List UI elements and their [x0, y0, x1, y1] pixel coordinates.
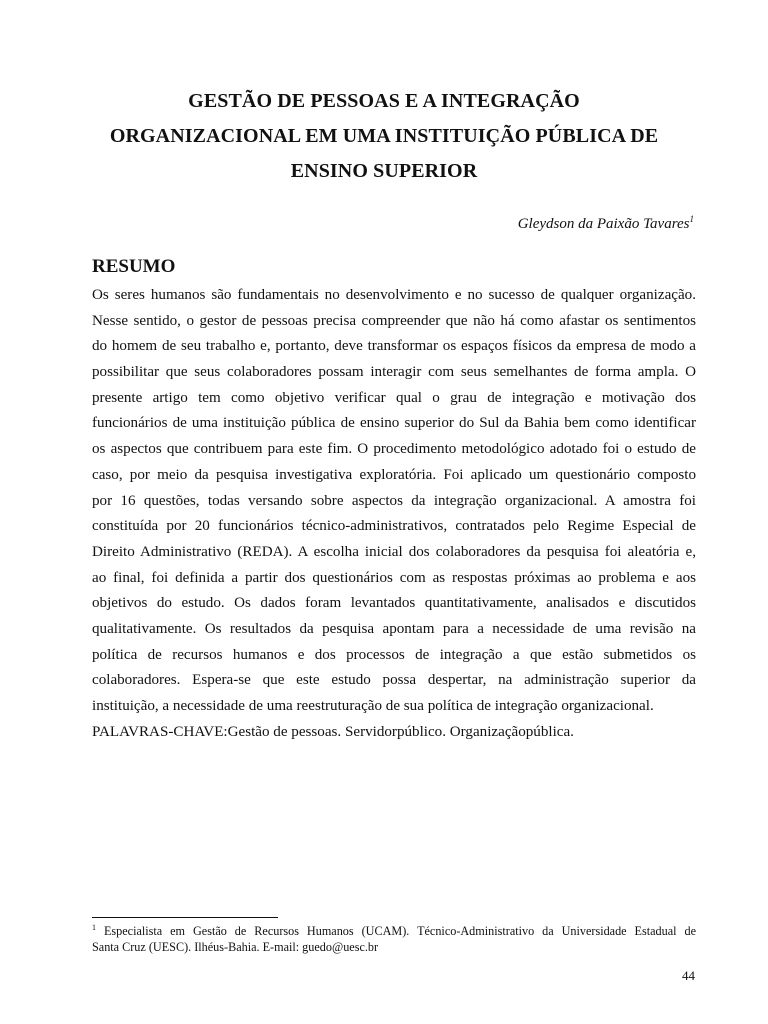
abstract-line: por 16 questões, todas versando sobre aspectos da integração organizacional. A amostra foi — [92, 492, 696, 509]
footnote-line — [92, 924, 696, 940]
abstract-heading: RESUMO — [92, 256, 176, 277]
abstract-line: funcionários de uma instituição pública de ensino superior do Sul da Bahia bem como identificar — [92, 415, 696, 432]
abstract-line: Direito Administrativo (REDA). A escolha inicial dos colaboradores da pesquisa foi aleatória e, — [92, 543, 696, 560]
author-footnote-marker: 1 — [689, 214, 694, 224]
abstract-line: qualitativamente. Os resultados da pesquisa apontam para a necessidade de uma revisão na — [92, 620, 696, 637]
abstract-line: objetivos do estudo. Os dados foram levantados quantitativamente, analisados e discutidos — [92, 595, 696, 612]
abstract-line: do homem de seu trabalho e, portanto, deve transformar os espaços físicos da empresa de modo a — [92, 338, 696, 355]
title-line: GESTÃO DE PESSOAS E A INTEGRAÇÃO — [188, 90, 580, 112]
abstract-line: colaboradores. Espera-se que este estudo possa despertar, na administração superior da — [92, 672, 696, 689]
keywords-line: PALAVRAS-CHAVE:Gestão de pessoas. Servidorpúblico. Organizaçãopública. — [92, 723, 574, 740]
abstract-line: os aspectos que contribuem para este fim. O procedimento metodológico adotado foi o estudo de — [92, 441, 696, 458]
abstract-line: instituição, a necessidade de uma reestruturação de sua política de integração organizacional. — [92, 698, 654, 714]
footnote-divider — [92, 917, 278, 918]
title-line: ORGANIZACIONAL EM UMA INSTITUIÇÃO PÚBLICA DE — [109, 125, 659, 147]
paper-title — [80, 84, 688, 189]
abstract-line: constituída por 20 funcionários técnico-administrativos, contratados pelo Regime Especial de — [92, 518, 696, 535]
abstract-line: Nesse sentido, o gestor de pessoas precisa compreender que não há como afastar os sentimentos — [92, 312, 696, 329]
abstract-line: Os seres humanos são fundamentais no desenvolvimento e no sucesso de qualquer organização. — [92, 287, 696, 303]
page-number: 44 — [682, 968, 695, 983]
abstract-line: caso, por meio da pesquisa investigativa exploratória. Foi aplicado um questionário composto — [92, 466, 696, 483]
footnote — [92, 924, 696, 955]
footnote-text: Especialista em Gestão de Recursos Humanos (UCAM). Técnico-Administrativo da Universidade Estadual de — [103, 924, 696, 938]
abstract-line: possibilitar que seus colaboradores possam interagir com seus semelhantes de forma ampla. O — [92, 364, 696, 381]
abstract-line: ao final, foi definida a partir dos questionários com as respostas próximas ao problema e aos — [92, 569, 696, 586]
abstract-body — [92, 283, 696, 745]
author-name: Gleydson da Paixão Tavares — [517, 216, 690, 232]
footnote-marker: 1 — [92, 922, 96, 932]
author-line — [518, 214, 694, 234]
abstract-line: política de recursos humanos e dos processos de integração a que estão submetidos os — [92, 646, 696, 663]
footnote-line: Santa Cruz (UESC). Ilhéus-Bahia. E-mail: guedo@uesc.br — [92, 939, 379, 954]
abstract-line: presente artigo tem como objetivo verificar qual o grau de integração e motivação dos — [92, 389, 696, 406]
title-line: ENSINO SUPERIOR — [290, 160, 478, 182]
